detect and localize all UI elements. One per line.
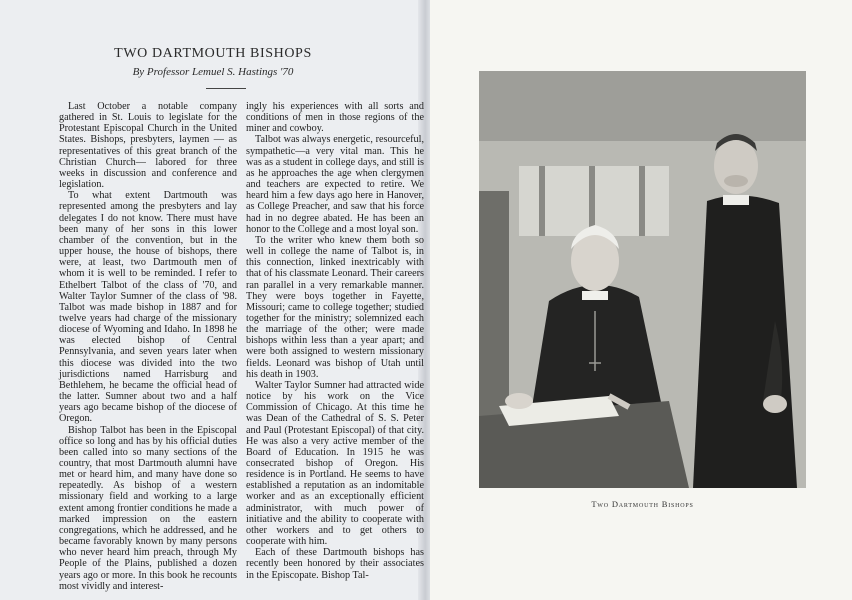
paragraph: Talbot was always energetic, resourceful, sympathetic—a very vital man. This he was as a student in college days, and still is as he approaches the age when clergymen and teachers are expected to retire. We heard him a few days ago here in Hanover, as College Preacher, and saw that his force had in no degree abated. He has been an honor to the College and a most loyal son. — [246, 134, 424, 235]
article-title: TWO DARTMOUTH BISHOPS — [114, 46, 312, 61]
paragraph: Each of these Dartmouth bishops has recently been honored by their associates in the Episcopate. Bishop Tal- — [246, 547, 424, 581]
article-byline: By Professor Lemuel S. Hastings '70 — [132, 66, 294, 78]
text-column-right — [246, 101, 424, 581]
text-column-left — [59, 101, 237, 592]
paragraph: ingly his experiences with all sorts and conditions of men in those regions of the miner and cowboy. — [246, 101, 424, 135]
paragraph: Walter Taylor Sumner had attracted wide notice by his work on the Vice Commission of Chicago. At this time he was Dean of the Cathedral of S. S. Peter and Paul (Protestant Episcopal) of that city. He was also a very active member of the Board of Education. In 1915 he was consecrated bishop of Oregon. His residence is in Portland. He seems to have established a reputation as an indomitable worker and as an exceptionally efficient administrator, with much power of initiative and the ability to cooperate with other workers and to get others to cooperate with him. — [246, 379, 424, 548]
paragraph: To the writer who knew them both so well in college the name of Talbot is, in this connection, linked inextricably with that of his classmate Leonard. Their careers ran parallel in a very remarkable manner. They were boys together in Fayette, Missouri; came to college together; studied together for the ministry; solemnized each the marriage of the other; were made bishops within less than a year apart; and were both assigned to western missionary fields. Leonard was bishop of Utah until his death in 1903. — [246, 234, 424, 380]
photo-caption: Two Dartmouth Bishops — [591, 499, 694, 509]
photo-illustration — [479, 71, 806, 488]
bishops-photograph — [479, 71, 806, 488]
title-rule — [206, 88, 246, 89]
paragraph: Bishop Talbot has been in the Episcopal office so long and has by his official duties been called into so many sections of the country, that most Dartmouth alumni have met or heard him, and many have done so repeatedly. As bishop of a western missionary field and working to a large extent among frontier conditions he made a marked impression on the eastern congregations, which he addressed, and he became favorably known by many persons who never heard him preach, through My People of the Plains, published a dozen years ago or more. In this book he recounts most vividly and interest- — [59, 424, 237, 592]
paragraph: Last October a notable company gathered in St. Louis to legislate for the Protestant Episcopal Church in the United States. Bishops, presbyters, laymen — as representatives of this great branch of the Christian Church— labored for three weeks in discussion and conference and legislation. — [59, 101, 237, 191]
paragraph: To what extent Dartmouth was represented among the presbyters and lay delegates I do not know. There must have been many of her sons in this lower chamber of the convention, but in the upper house, the house of bishops, there were, at least, two Dartmouth men of whom it is well to be reminded. I refer to Ethelbert Talbot of the class of '70, and Walter Taylor Sumner of the class of '98. Talbot was made bishop in 1887 and for twelve years had charge of the missionary diocese of Wyoming and Idaho. In 1898 he was elected bishop of Central Pennsylvania, and seven years later when this diocese was divided into the two jurisdictions named Harrisburg and Bethlehem, he became the official head of the latter. Sumner about two and a half years ago became bishop of the diocese of Oregon. — [59, 190, 237, 425]
